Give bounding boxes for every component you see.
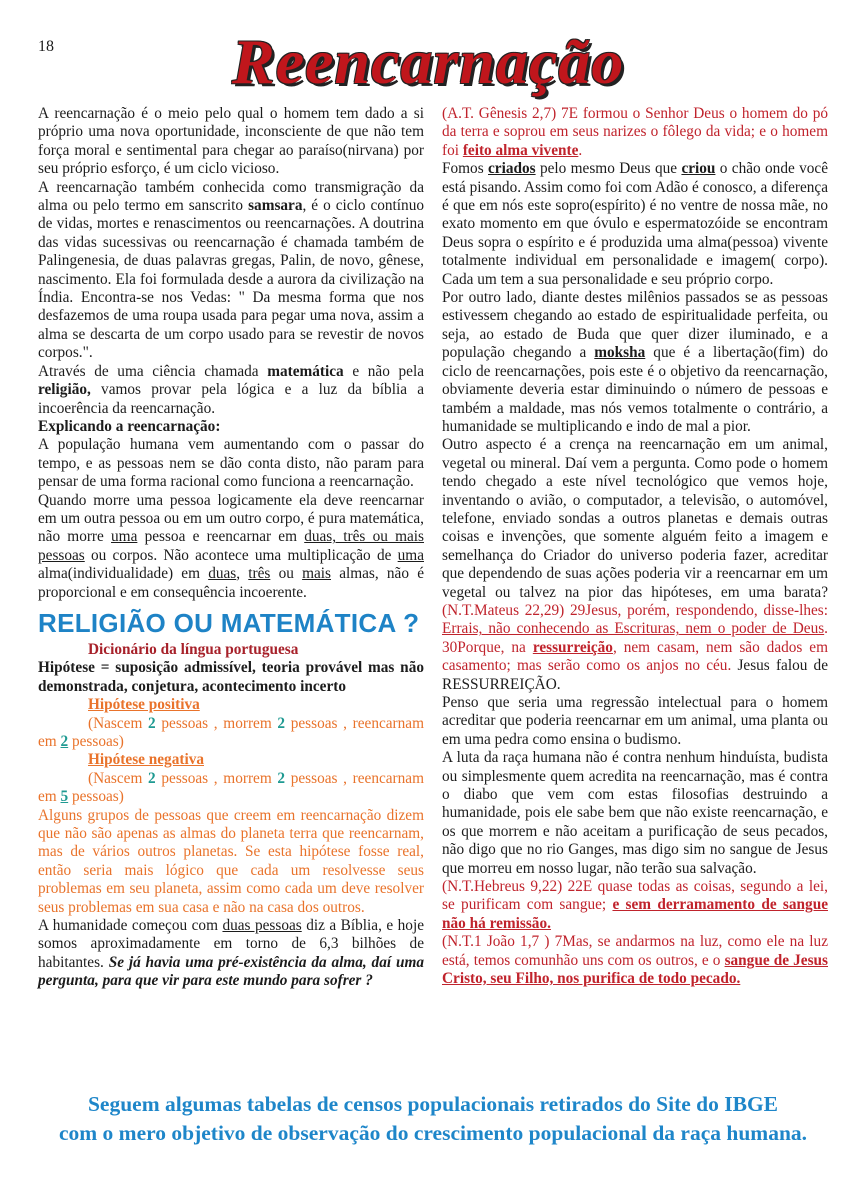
paragraph-other-aspect: Outro aspecto é a crença na reencarnação em um animal, vegetal ou mineral. Daí vem a pergunta. Como pode o homem tendo chegado a este nível tecnológico que vemos hoje, inventando o avião, o computador, a televisão, o automóvel, telefone, enviado sondas a outros planetas e demais outras coisas e invenções, que somente alguém feito a imagem e semelhança do Criador do universo poderia fazer, acreditar que dependendo de suas ações poderia vir a reencarnar em um vegetal ou talvez na pior das hipóteses, em uma barata?(N.T.Mateus 22,29) 29Jesus, porém, respondendo, disse-lhes: Errais, não conhecendo as Escrituras, nem o poder de Deus. 30Porque, na ressurreição, nem casam, nem são dados em casamento; mas serão como os anjos no céu. Jesus falou de RESSURREIÇÃO. — [442, 436, 828, 693]
paragraph-struggle: A luta da raça humana não é contra nenhum hinduísta, budista ou simplesmente quem acredita na reencarnação, mas é contra o diabo que vem com estas filosofias destruindo a humanidade, pois ele sabe bem que não existe reencarnação, e os que morrem e não aceitam a purificação de seus pecados, não digo que no rio Ganges, mas digo sim no sangue de Jesus que morreu em nosso lugar, não terão sua salvação. — [442, 749, 828, 877]
paragraph-moksha: Por outro lado, diante destes milênios passados se as pessoas estivessem chegando ao estado de espiritualidade perfeita, ou seja, ao estado de Buda que quer dizer iluminado, e a população chegando a moksha que é a libertação(fim) do ciclo de reencarnações, pois este é o objetivo da reencarnação, obviamente deveria estar diminuindo o número de pessoas e também a maldade, mas nós vemos totalmente o contrário, a humanidade se multiplicando e indo de mal a pior. — [442, 289, 829, 435]
bottom-note — [20, 1090, 846, 1148]
paragraph-created: Fomos criados pelo mesmo Deus que criou o chão onde você está pisando. Assim como foi com Adão é conosco, a diferença é que em nós este sopro(espírito) é no ventre de nossa mãe, no exato momento em que óvulo e espermatozóide se encontram Deus sopra o espírito e é produzida uma alma(pessoa) vivente totalmente individual em personalidade e imagem( corpo). Cada um tem a sua personalidade e seu próprio corpo. — [442, 160, 828, 288]
hypothesis-definition: Hipótese = suposição admissível, teoria provável mas não demonstrada, conjetura, acontecimento incerto — [38, 659, 424, 695]
verse-genesis: (A.T. Gênesis 2,7) 7E formou o Senhor Deus o homem do pó da terra e soprou em seus narizes o fôlego da vida; e o homem foi feito alma vivente. — [442, 105, 828, 159]
paragraph-planets: Alguns grupos de pessoas que creem em reencarnação dizem que não são apenas as almas do planeta terra que reencarnam, mas de vários outros planetas. Se esta hipótese fosse real, então seria mais lógico que cada um resolvesse seus problemas em seu planeta, assim como cada um deve resolver seus problemas em sua casa e não na casa dos outros. — [38, 806, 424, 916]
right-column — [442, 105, 828, 989]
paragraph-science: Através de uma ciência chamada matemática e não pela religião, vamos provar pela lógica e a luz da bíblia a incoerência da reencarnação. — [38, 362, 424, 417]
negative-hypothesis: (Nascem 2 pessoas , morrem 2 pessoas , reencarnam em 5 pessoas) — [38, 769, 424, 806]
verse-john: (N.T.1 João 1,7 ) 7Mas, se andarmos na luz, como ele na luz está, temos comunhão uns com os outros, e o sangue de Jesus Cristo, seu Filho, nos purifica de todo pecado. — [442, 933, 828, 988]
left-column — [38, 105, 424, 991]
paragraph-humanity: A humanidade começou com duas pessoas diz a Bíblia, e hoje somos aproximadamente em torno de 6,3 bilhões de habitantes. Se já havia uma pré-existência da alma, daí uma pergunta, para que vir para este mundo para sofrer ? — [38, 917, 424, 990]
subheading-explaining: Explicando a reencarnação: — [38, 417, 221, 435]
negative-hypothesis-title: Hipótese negativa — [88, 751, 204, 769]
bottom-note-line-1: Seguem algumas tabelas de censos populacionais retirados do Site do IBGE — [87, 1092, 779, 1116]
paragraph-population: A população humana vem aumentando com o passar do tempo, e as pessoas nem se dão conta disto, não param para pensar de uma forma racional como funciona a reencarnação. — [38, 436, 424, 491]
bottom-note-line-2: com o mero objetivo de observação do crescimento populacional da raça humana. — [58, 1121, 808, 1145]
positive-hypothesis: (Nascem 2 pessoas , morrem 2 pessoas , reencarnam em 2 pessoas) — [38, 714, 424, 750]
section-heading: RELIGIÃO OU MATEMÁTICA ? — [38, 607, 420, 638]
verse-hebrews: (N.T.Hebreus 9,22) 22E quase todas as coisas, segundo a lei, se purificam com sangue; e sem derramamento de sangue não há remissão. — [442, 878, 828, 932]
paragraph-math: Quando morre uma pessoa logicamente ela deve reencarnar em um outra pessoa ou em um outro corpo, é pura matemática, não morre uma pessoa e reencarnar em duas, três ou mais pessoas ou corpos. Não acontece uma multiplicação de uma alma(individualidade) em duas, três ou mais almas, não é proporcional e em consequência incoerente. — [38, 491, 424, 601]
positive-hypothesis-title: Hipótese positiva — [88, 696, 200, 714]
paragraph-intro: A reencarnação é o meio pelo qual o homem tem dado a si próprio uma nova oportunidade, inconsciente de que não tem força moral e sentimental para chegar ao paraíso(nirvana) por seu próprio esforço, é um ciclo vicioso. — [38, 105, 424, 178]
paragraph-samsara: A reencarnação também conhecida como transmigração da alma ou pelo termo em sanscrito samsara, é o ciclo contínuo de vidas, mortes e renascimentos ou reencarnações. A doutrina das vidas sucessivas ou reencarnação é chamada também de Palingenesia, de duas palavras gregas, Palin, de novo, gênese, nascimento. Ela foi formulada desde a aurora da civilização na Índia. Encontra-se nos Vedas: " Da mesma forma que nos desfazemos de uma roupa usada para pegar uma nova, assim a alma se descarta de um corpo usado para se revestir de novos corpos.". — [38, 178, 424, 362]
page-title: Reencarnação — [232, 26, 625, 97]
page-number: 18 — [38, 38, 54, 55]
term-samsara: samsara — [248, 197, 303, 215]
paragraph-regression: Penso que seria uma regressão intelectual para o homem acreditar que poderia reencarnar em um animal, uma planta ou em uma pedra como ensina o budismo. — [442, 694, 828, 748]
dictionary-title: Dicionário da língua portuguesa — [88, 640, 299, 658]
